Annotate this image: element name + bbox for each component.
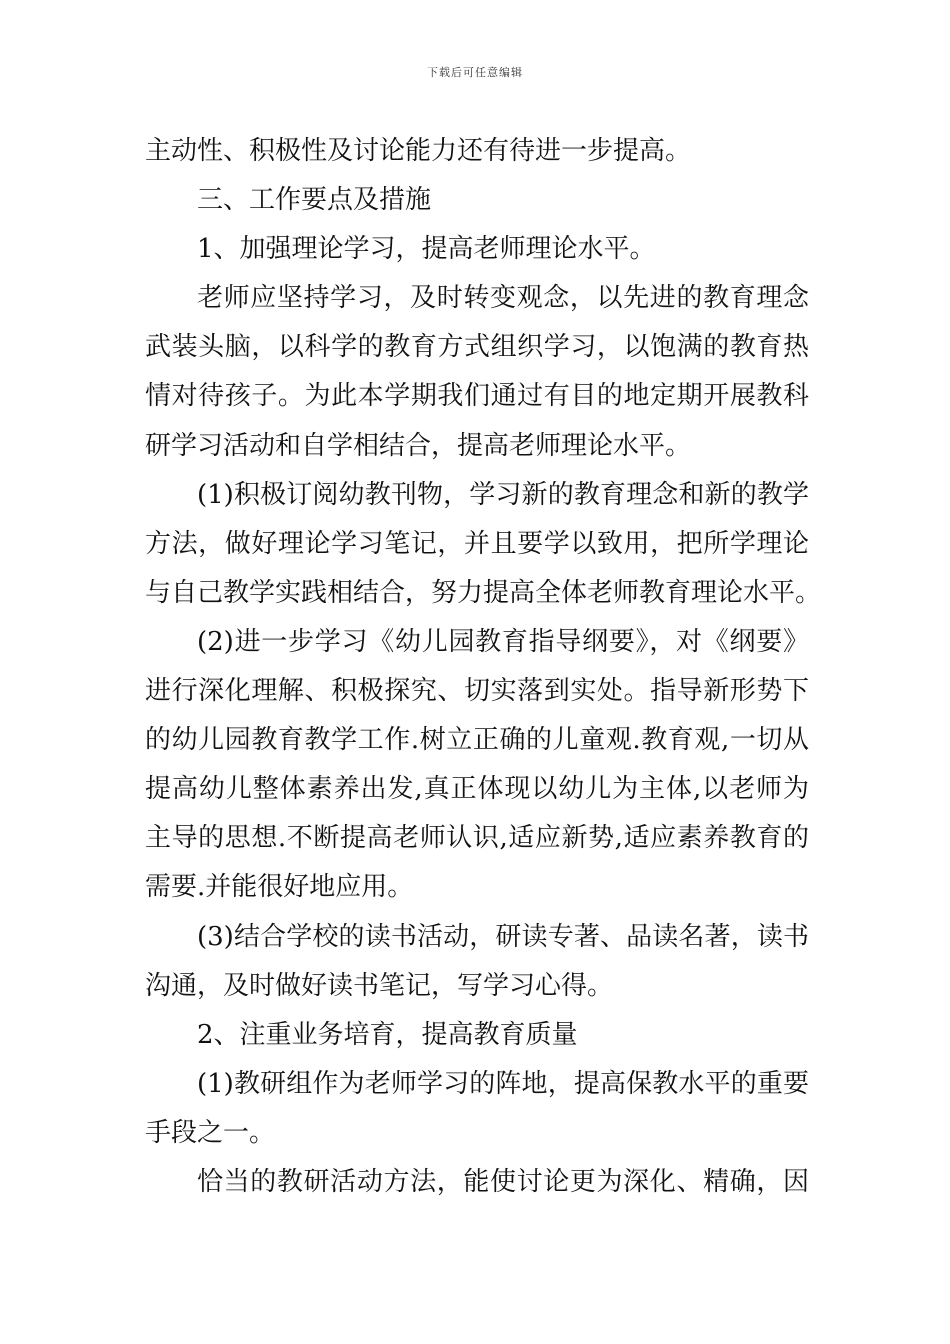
list-item-line: 主导的思想.不断提高老师认识,适应新势,适应素养教育的 [145, 823, 809, 854]
list-item-line: 方法，做好理论学习笔记，并且要学以致用，把所学理论 [145, 528, 809, 559]
paragraph-line: 老师应坚持学习，及时转变观念，以先进的教育理念 [197, 283, 809, 314]
list-item-line: (1)积极订阅幼教刊物，学习新的教育理念和新的教学 [197, 479, 809, 510]
section-heading: 三、工作要点及措施 [197, 185, 432, 216]
list-item-line: 手段之一。 [145, 1117, 276, 1148]
paragraph-line: 武装头脑，以科学的教育方式组织学习，以饱满的教育热 [145, 332, 809, 363]
subsection-heading: 2、注重业务培育，提高教育质量 [197, 1019, 578, 1050]
list-item-line: 与自己教学实践相结合，努力提高全体老师教育理论水平。 [145, 577, 822, 608]
list-item-line: 沟通，及时做好读书笔记，写学习心得。 [145, 970, 614, 1001]
list-item-line: 提高幼儿整体素养出发,真正体现以幼儿为主体,以老师为 [145, 774, 809, 805]
list-item-line: 进行深化理解、积极探究、切实落到实处。指导新形势下 [145, 676, 809, 707]
list-item-line: (2)进一步学习《幼儿园教育指导纲要》，对《纲要》 [197, 626, 809, 657]
list-item-line: (1)教研组作为老师学习的阵地，提高保教水平的重要 [197, 1068, 809, 1099]
list-item-line: (3)结合学校的读书活动，研读专著、品读名著，读书 [197, 921, 809, 952]
document-body [145, 127, 822, 1207]
subsection-heading: 1、加强理论学习，提高老师理论水平。 [197, 234, 656, 265]
paragraph-line: 主动性、积极性及讨论能力还有待进一步提高。 [145, 136, 692, 166]
list-item-line: 的幼儿园教育教学工作.树立正确的儿童观.教育观,一切从 [145, 725, 809, 756]
page-header: 下载后可任意编辑 [427, 66, 523, 79]
list-item-line: 需要.并能很好地应用。 [145, 872, 414, 903]
paragraph-line: 情对待孩子。为此本学期我们通过有目的地定期开展教科 [145, 381, 809, 412]
paragraph-line: 恰当的教研活动方法，能使讨论更为深化、精确，因 [197, 1166, 809, 1197]
paragraph-line: 研学习活动和自学相结合，提高老师理论水平。 [145, 430, 692, 461]
